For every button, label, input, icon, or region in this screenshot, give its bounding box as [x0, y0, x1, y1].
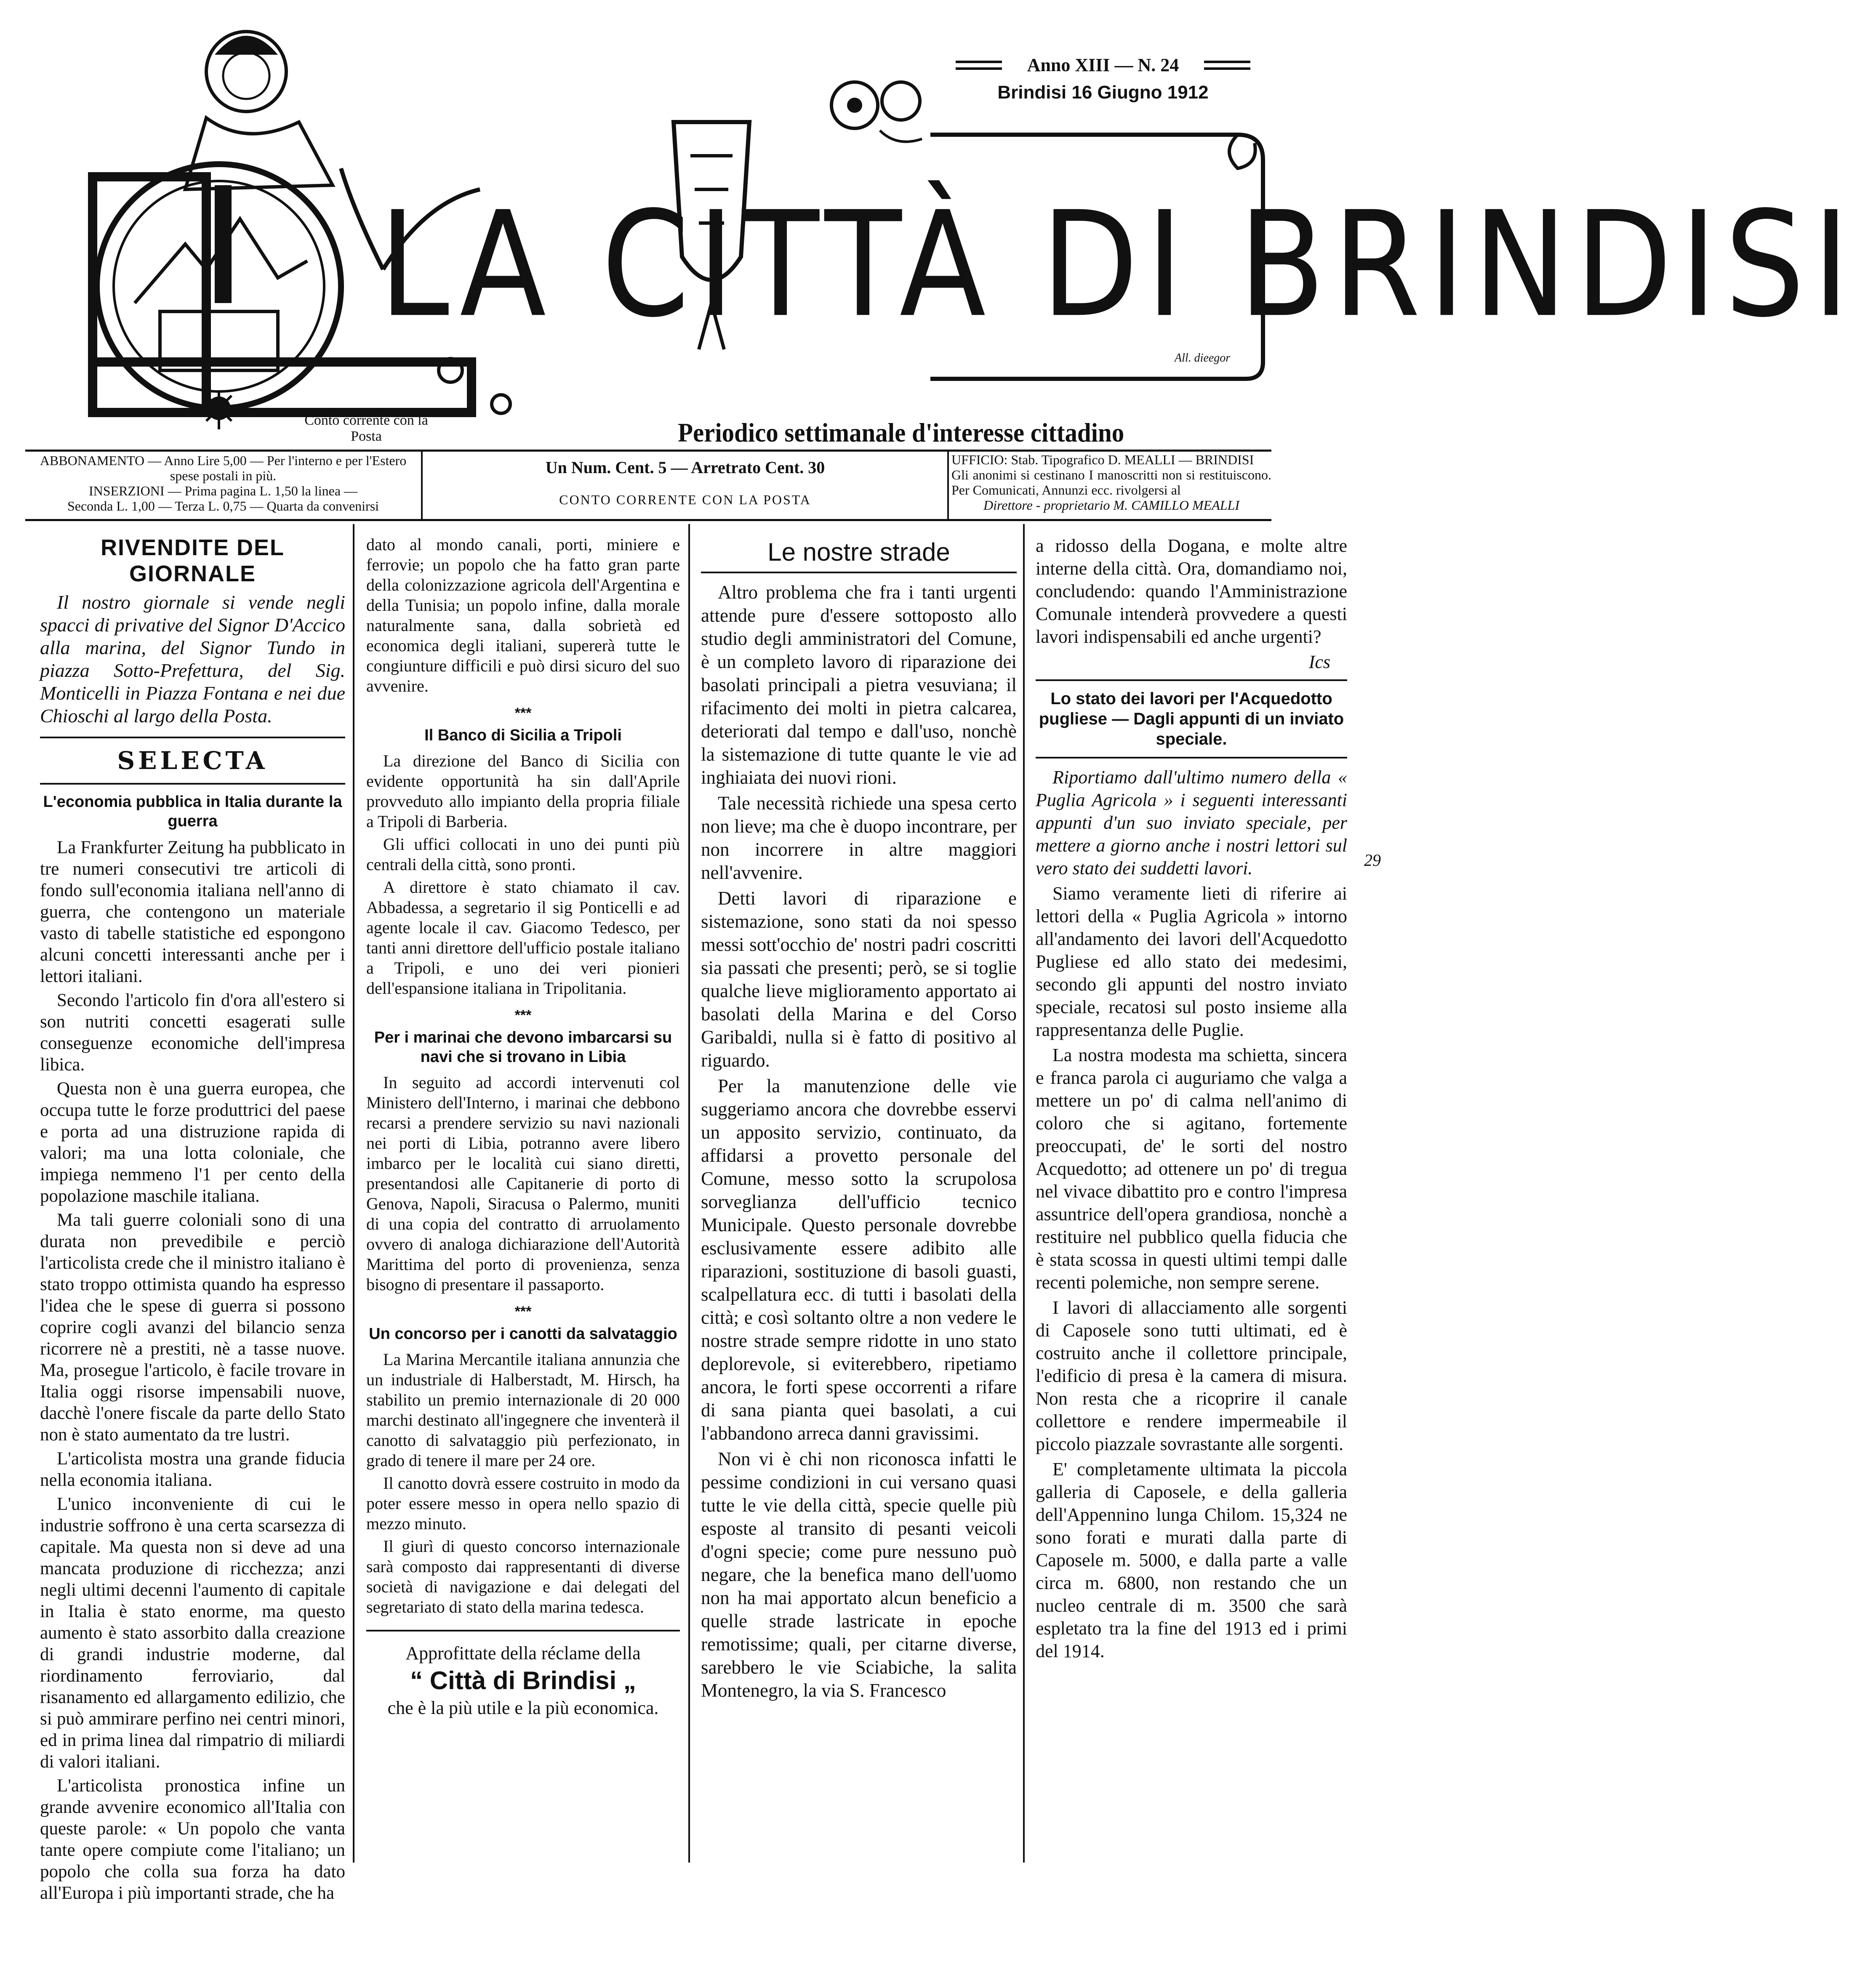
strade-paragraph: Altro problema che fra i tanti urgenti attende pure d'essere sottoposto allo studio degli amministratori del Comune, è un completo lavoro di riparazione dei basolati principali a pietra vesuviana; il rifacimento dei molti in pietra calcarea, deteriorati dal tempo e dall'uso, nonchè la sistemazione di tutte quante le vie ad inghiaiata dei nuovi rioni.	[701, 582, 1017, 788]
info-director: Direttore - proprietario M. CAMILLO MEALLI	[983, 498, 1239, 513]
concorso-paragraph: La Marina Mercantile italiana annunzia che un industriale di Halberstadt, M. Hirsch, ha stabilito un premio internazionale di 20 000 marchi destinato all'ingegnere che inventerà il canotto di salvataggio più perfezionato, in grado di tenere il mare per 24 ore.	[366, 1350, 680, 1470]
info-ads-first: INSERZIONI — Prima pagina L. 1,50 la linea —	[88, 483, 358, 498]
economia-continued: dato al mondo canali, porti, miniere e ferrovie; un popolo che ha fatto gran parte della colonizzazione agricola dell'Argentina e della Tunisia; un popolo infine, dalla morale naturalmente sana, dalla sobrietà ed economica degli italiani, supererà tutte le congiunture difficili e può dirsi sicuro del suo avvenire.	[366, 535, 680, 695]
advert-line: Approfittate della réclame della	[405, 1643, 641, 1663]
marinai-paragraph: In seguito ad accordi intervenuti col Ministero dell'Interno, i marinai che debbono recarsi a prendere servizio su navi nazionali nei porti di Libia, potranno avere libero imbarco per le località cui siano diretti, presentandosi alle Capitanerie di porto di Genova, Napoli, Siracusa o Palermo, muniti di una copia del contratto di arruolamento ovvero di analoga dichiarazione dell'Autorità Marittima del porto di provenienza, senza bisogno di presentare il passaporto.	[366, 1073, 680, 1294]
column-2	[366, 535, 680, 1720]
banco-paragraph: A direttore è stato chiamato il cav. Abbadessa, a segretario il sig Ponticelli e ad agente locale il cav. Giacomo Tedesco, per tanti anni direttore dell'ufficio postale italiano a Tripoli, e uno dei veri pionieri dell'espansione italiana in Tripolitania.	[366, 878, 680, 998]
separator-stars: ***	[514, 705, 532, 721]
separator-stars: ***	[514, 1304, 532, 1320]
column-4	[1036, 535, 1347, 1665]
column-3	[701, 535, 1017, 1705]
masthead	[0, 0, 1857, 455]
strade-paragraph: Tale necessità richiede una spesa certo non lieve; ma che è duopo incontrare, per non incorrere in altre maggiori nell'avvenire.	[701, 793, 1017, 883]
strade-paragraph: Per la manutenzione delle vie suggeriamo ancora che dovrebbe esservi un apposito servizio, continuato, da affidarsi a provetto personale del Comune, messo sotto la scrupolosa sorveglianza dell'ufficio tecnico Municipale. Questo personale dovrebbe esclusivamente essere adibito alle riparazioni, sostituzione di basoli guasti, scalpellatura ecc. di tutti i basolati della città; e così soltanto oltre a non vedere le nostre strade sempre ridotte in uno stato deplorevole, si eviterebbero, ripetiamo ancora, le forti spese occorrenti a rifare di sana pianta quei basolati, a cui l'abbandono arreca danni gravissimi.	[701, 1075, 1017, 1444]
strade-title: Le nostre strade	[767, 538, 950, 566]
rivendite-text: Il nostro giornale si vende negli spacci di privative del Signor D'Accico alla marina, del Signor Tundo in piazza Sotto-Prefettura, del Sig. Monticelli in Piazza Fontana e nei due Chioschi al largo della Posta.	[40, 591, 345, 727]
issue-date: Brindisi 16 Giugno 1912	[997, 82, 1209, 103]
advert-title: “ Città di Brindisi „	[410, 1666, 636, 1695]
acquedotto-title: Lo stato dei lavori per l'Acquedotto pugliese — Dagli appunti di un inviato speciale.	[1039, 689, 1344, 748]
info-office: UFFICIO: Stab. Tipografico D. MEALLI — BRINDISI	[951, 452, 1254, 467]
postal-note: Conto corrente con la Posta	[304, 413, 428, 444]
economia-title: L'economia pubblica in Italia durante la guerra	[43, 793, 342, 830]
margin-note: 29	[1364, 851, 1381, 870]
column-rule	[688, 524, 690, 1863]
banco-sicilia-title: Il Banco di Sicilia a Tripoli	[424, 727, 622, 744]
acquedotto-paragraph: Siamo veramente lieti di riferire ai lettori della « Puglia Agricola » intorno all'andamento dei lavori dell'Acquedotto Pugliese ed allo stato dei medesimi, secondo gli appunti del nostro inviato speciale, recatosi sul posto insieme alla rappresentanza delle Puglie.	[1036, 883, 1347, 1040]
info-bar	[25, 450, 1271, 521]
column-1	[40, 535, 345, 1906]
economia-paragraph: L'unico inconveniente di cui le industrie soffrono è una certa scarsezza di capitale. Ma questa non si deve ad una mancata produzione di ricchezza; anzi negli ultimi decenni l'aumento di capitale in Italia è stato enorme, ma questo aumento è stato assorbito dalla creazione di grandi industrie moderne, dal riordinamento ferroviario, dal risanamento ed allargamento edilizio, che si può ammirare perfino nei centri minori, ed in prima linea dal rimpatrio di miliardi di valori italiani.	[40, 1494, 345, 1772]
strade-continued: a ridosso della Dogana, e molte altre interne della città. Ora, domandiamo noi, concludendo: quando l'Amministrazione Comunale intenderà provvedere a questi lavori indispensabili ed anche urgenti?	[1036, 535, 1347, 647]
strade-paragraph: Detti lavori di riparazione e sistemazione, sono stati da noi spesso messi sott'occhio de' nostri padri coscritti sia passati che presenti; però, se si toglie qualche lieve miglioramento apportato ai basolati della Marina e del Corso Garibaldi, nulla si è fatto di positivo al riguardo.	[701, 888, 1017, 1071]
economia-paragraph: Secondo l'articolo fin d'ora all'estero si son nutriti concetti esagerati sulle conseguenze economiche dell'impresa libica.	[40, 990, 345, 1075]
flower-decoration-icon	[825, 67, 935, 152]
acquedotto-paragraph: La nostra modesta ma schietta, sincera e franca parola ci auguriamo che valga a mettere un po' di calma nell'animo di coloro che si agitano, fortemente preoccupati, de' le sorti del nostro Acquedotto; ad ottenere un po' di tregua nel vivace dibattito pro e contro l'impresa assuntrice dell'opera grandiosa, nonchè a restituire nel pubblico quella fiducia che è stata scossa in questi ultimi tempi dalle recenti polemiche, non sempre serene.	[1036, 1045, 1347, 1293]
info-notice: Gli anonimi si cestinano I manoscritti non si restituiscono. Per Comunicati, Annunzi ecc. rivolgersi al	[951, 467, 1271, 498]
column-rule	[1023, 524, 1025, 1863]
economia-paragraph: Questa non è una guerra europea, che occupa tutte le forze produttrici del paese e porta ad una distruzione rapida di valori; ma una lotta coloniale, che impiega nemmeno l'1 per cento della popolazione maschile italiana.	[40, 1079, 345, 1206]
rivendite-heading: RIVENDITE DEL GIORNALE	[100, 535, 285, 586]
banco-paragraph: Gli uffici collocati in uno dei punti più centrali della città, sono pronti.	[366, 835, 680, 874]
economia-paragraph: La Frankfurter Zeitung ha pubblicato in tre numeri consecutivi tre articoli di fondo sull'economia italiana nell'anno di guerra, che contengono un materiale vasto di tabelle statistiche ed espongono alcuni concetti interessanti anche per i lettori italiani.	[40, 838, 345, 986]
artist-signature: All. dieegor	[1175, 351, 1231, 365]
concorso-title: Un concorso per i canotti da salvataggio	[369, 1325, 677, 1343]
acquedotto-paragraph: I lavori di allacciamento alle sorgenti di Caposele sono tutti ultimati, ed è costruito anche il collettore principale, l'edificio di presa è la camera di misura. Non resta che a ricoprire il canale collettore e rendere impermeabile il piccolo piazzale sovrastante alle sorgenti.	[1036, 1297, 1347, 1454]
info-price: Un Num. Cent. 5 — Arretrato Cent. 30	[545, 458, 825, 477]
info-ads-other: Seconda L. 1,00 — Terza L. 0,75 — Quarta da convenirsi	[67, 498, 379, 514]
signature-ics: Ics	[1308, 652, 1330, 672]
masthead-subtitle: Periodico settimanale d'interesse cittadino	[678, 418, 1124, 447]
banco-paragraph: La direzione del Banco di Sicilia con evidente opportunità ha sin dall'Aprile provveduto allo impianto della propria filiale a Tripoli di Barberia.	[366, 751, 680, 831]
info-subscription: ABBONAMENTO — Anno Lire 5,00 — Per l'interno e per l'Estero spese postali in più.	[40, 453, 407, 483]
issue-number: Anno XIII — N. 24	[1027, 55, 1179, 75]
coat-of-arms-icon	[657, 105, 766, 358]
acquedotto-paragraph: E' completamente ultimata la piccola galleria di Caposele, e della galleria dell'Appennino lunga Chilom. 15,324 ne sono forati e murati dalla parte di Caposele m. 5000, e dalla parte a valle circa m. 6800, non restando che un nucleo centrale di m. 3500 che sarà espletato tra la fine del 1913 ed i primi del 1914.	[1036, 1459, 1347, 1661]
masthead-title: LA CITTÀ DI BRINDISI	[379, 180, 1857, 349]
separator-stars: ***	[514, 1007, 532, 1023]
concorso-paragraph: Il canotto dovrà essere costruito in modo da poter essere messo in opera nello spazio di mezzo minuto.	[366, 1474, 680, 1533]
marinai-title: Per i marinai che devono imbarcarsi su navi che si trovano in Libia	[374, 1029, 672, 1066]
column-rule	[353, 524, 354, 1863]
selecta-heading: SELECTA	[117, 746, 268, 775]
acquedotto-intro: Riportiamo dall'ultimo numero della « Puglia Agricola » i seguenti interessanti appunti d'un suo inviato speciale, per mettere a giorno anche i nostri lettori sul vero stato dei suddetti lavori.	[1036, 767, 1347, 878]
concorso-paragraph: Il giurì di questo concorso internazionale sarà composto dai rappresentanti di diverse società di navigazione e dai delegati del segretariato di stato della marina tedesca.	[366, 1537, 680, 1616]
strade-paragraph: Non vi è chi non riconosca infatti le pessime condizioni in cui versano quasi tutte le vie della città, specie quelle più esposte al transito di pesanti veicoli d'ogni specie; come pure nessuno può negare, che la benefica mano dell'uomo non ha mai apportato alcun beneficio a quelle strade lastricate in epoche remotissime; quali, per citarne diverse, sarebbero le vie Sciabiche, la salita Montenegro, la via S. Francesco	[701, 1448, 1017, 1701]
info-postal: CONTO CORRENTE CON LA POSTA	[559, 492, 811, 507]
advert-line: che è la più utile e la più economica.	[387, 1698, 659, 1718]
economia-paragraph: L'articolista pronostica infine un grande avvenire economico all'Italia con queste parole: « Un popolo che vanta tante opere compiute come l'italiano; un popolo che colla sua forza ha dato all'Europa i più importanti strade, che ha	[40, 1776, 345, 1903]
advert-box	[366, 1642, 680, 1720]
economia-paragraph: L'articolista mostra una grande fiducia nella economia italiana.	[40, 1449, 345, 1490]
scroll-banner	[926, 126, 1271, 387]
economia-paragraph: Ma tali guerre coloniali sono di una durata non prevedibile e perciò l'articolista crede che il ministro italiano è stato troppo ottimista quando ha espresso l'idea che le spese di guerra si possono coprire cogli avanzi del bilancio senza ricorrere nè a prestiti, nè a tasse nuove. Ma, prosegue l'articolo, è facile trovare in Italia oggi risorse impensabili nuove, dacchè l'onere fiscale da parte dello Stato non è stato aumentato da tre lustri.	[40, 1210, 345, 1445]
